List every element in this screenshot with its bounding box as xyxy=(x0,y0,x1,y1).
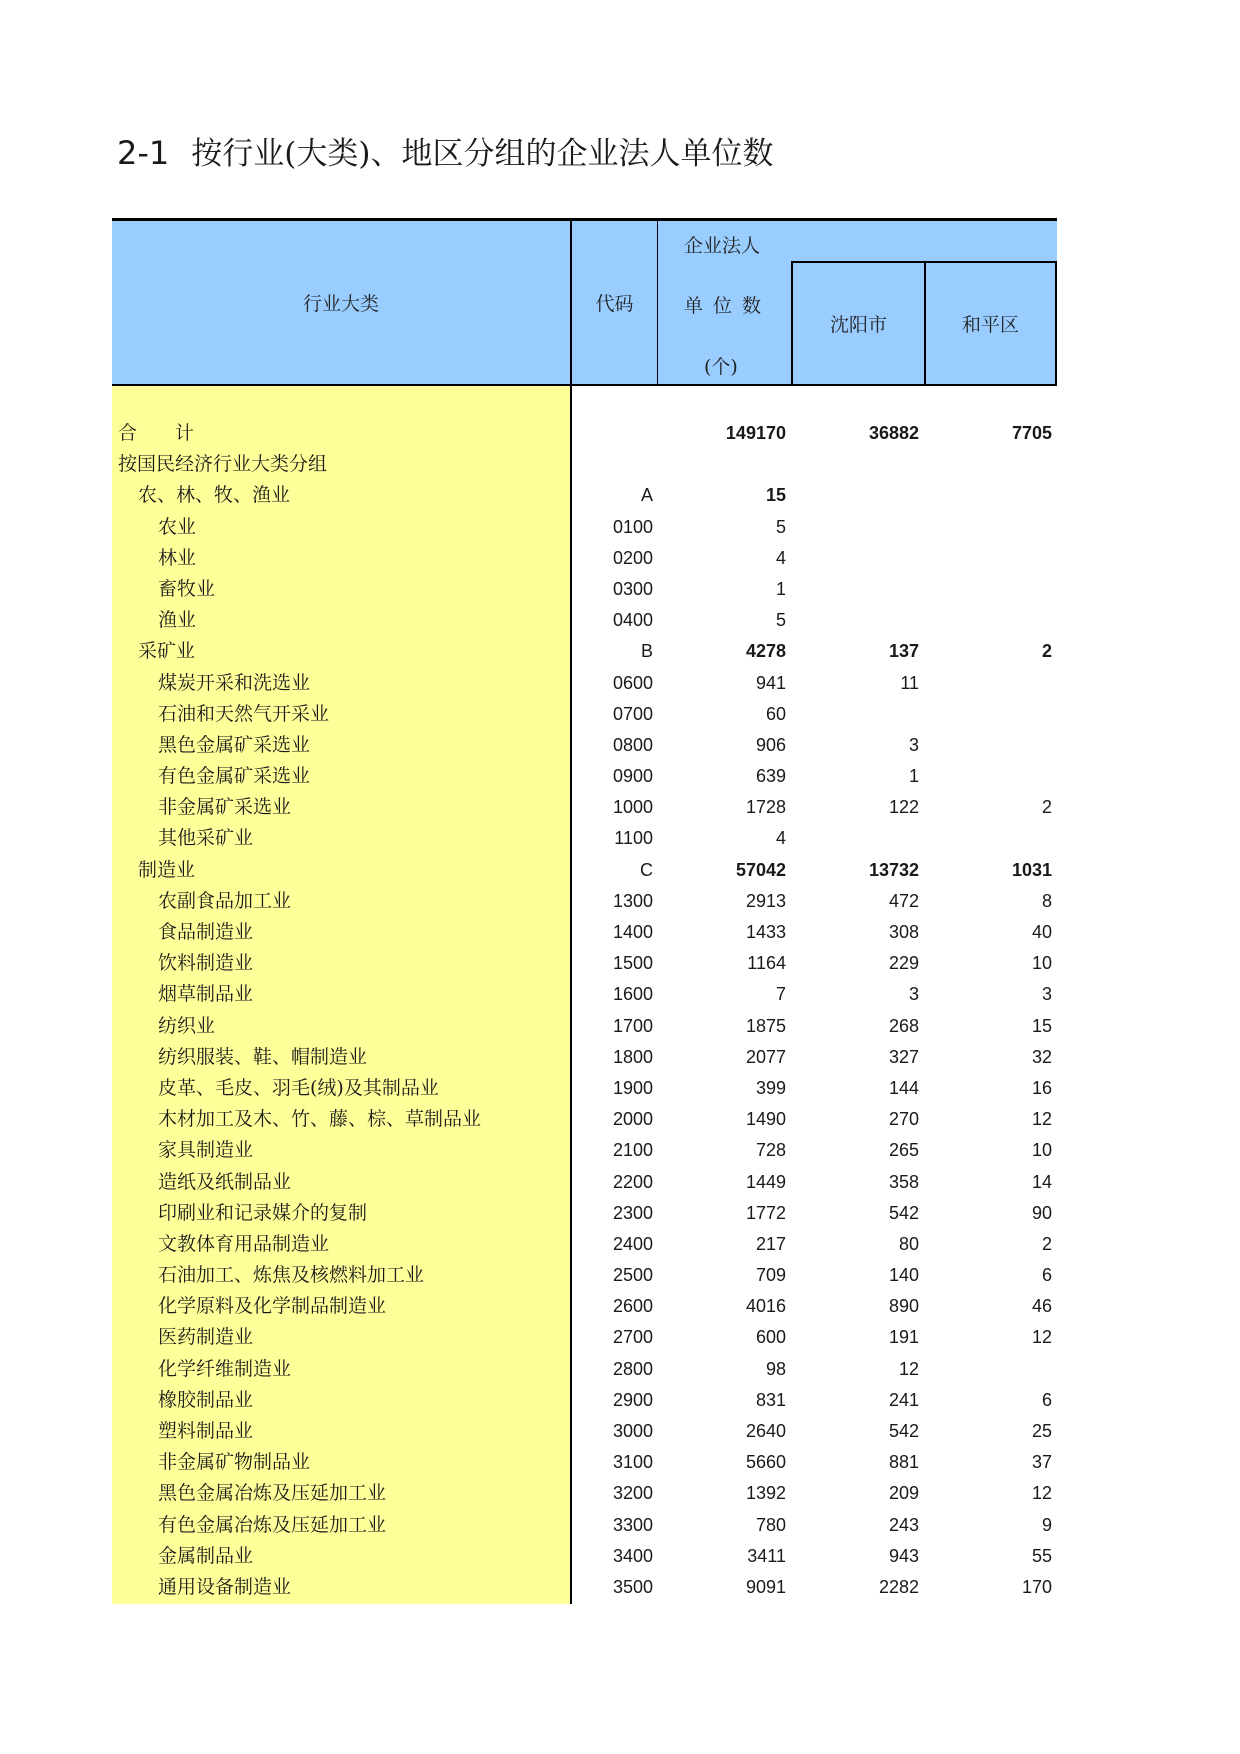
table-row xyxy=(112,792,1057,823)
city-count: 140 xyxy=(888,1265,919,1286)
industry-name: 皮革、毛皮、羽毛(绒)及其制品业 xyxy=(158,1076,439,1099)
industry-name: 非金属矿采选业 xyxy=(158,796,292,819)
city-count: 209 xyxy=(888,1483,919,1504)
total-count: 780 xyxy=(755,1514,786,1535)
city-count: 358 xyxy=(888,1171,919,1192)
industry-name: 医药制造业 xyxy=(158,1326,254,1349)
table-row xyxy=(112,1229,1057,1260)
city-count: 327 xyxy=(888,1046,919,1067)
table-number: 2-1 xyxy=(117,134,170,172)
table-row xyxy=(112,979,1057,1010)
city-count: 229 xyxy=(888,953,919,974)
table-row xyxy=(112,1042,1057,1073)
industry-name: 林业 xyxy=(158,546,197,569)
header-city xyxy=(791,261,924,384)
table-row xyxy=(112,761,1057,792)
total-count: 941 xyxy=(755,672,786,693)
industry-name: 其他采矿业 xyxy=(158,827,254,850)
table-row xyxy=(112,886,1057,917)
industry-code: A xyxy=(640,485,653,506)
district-count: 15 xyxy=(1031,1015,1052,1036)
total-count: 1449 xyxy=(745,1171,786,1192)
industry-code: 1700 xyxy=(612,1015,653,1036)
district-count: 55 xyxy=(1031,1545,1052,1566)
industry-code: 3500 xyxy=(612,1576,653,1597)
industry-name: 有色金属矿采选业 xyxy=(158,765,311,788)
industry-code: 0100 xyxy=(612,516,653,537)
table-row xyxy=(112,605,1057,636)
industry-code: 3100 xyxy=(612,1452,653,1473)
table-row xyxy=(112,948,1057,979)
district-count: 2 xyxy=(1041,1233,1052,1254)
industry-code: 2900 xyxy=(612,1389,653,1410)
industry-code: 0700 xyxy=(612,703,653,724)
industry-code: 2500 xyxy=(612,1265,653,1286)
industry-code: 2100 xyxy=(612,1140,653,1161)
industry-code: 1000 xyxy=(612,797,653,818)
industry-name: 饮料制造业 xyxy=(158,952,254,975)
industry-code: 0900 xyxy=(612,766,653,787)
table-row xyxy=(112,1291,1057,1322)
industry-code: 2700 xyxy=(612,1327,653,1348)
city-count: 241 xyxy=(888,1389,919,1410)
city-count: 268 xyxy=(888,1015,919,1036)
industry-code: 1500 xyxy=(612,953,653,974)
district-count: 12 xyxy=(1031,1109,1052,1130)
industry-code: 3300 xyxy=(612,1514,653,1535)
district-count: 2 xyxy=(1041,641,1052,662)
industry-name: 食品制造业 xyxy=(158,921,254,943)
industry-code: 2000 xyxy=(612,1109,653,1130)
industry-name: 造纸及纸制品业 xyxy=(158,1170,292,1193)
district-count: 16 xyxy=(1031,1077,1052,1098)
table-row xyxy=(112,1447,1057,1478)
city-count: 472 xyxy=(888,890,919,911)
district-count: 1031 xyxy=(1011,859,1052,880)
total-count: 5660 xyxy=(745,1452,786,1473)
district-count: 40 xyxy=(1031,922,1052,942)
city-count: 943 xyxy=(888,1545,919,1566)
table-row xyxy=(112,1322,1057,1353)
header-industry-label: 行业大类 xyxy=(302,293,379,315)
industry-name: 烟草制品业 xyxy=(158,983,254,1006)
header-total-line1: 企业法人 xyxy=(684,235,761,257)
industry-name: 煤炭开采和洗选业 xyxy=(158,671,311,694)
city-count: 265 xyxy=(888,1140,919,1161)
industry-code: 1400 xyxy=(612,922,653,942)
city-count: 144 xyxy=(888,1077,919,1098)
table-row xyxy=(112,1385,1057,1416)
city-count: 2282 xyxy=(878,1576,919,1597)
industry-name: 石油和天然气开采业 xyxy=(158,702,330,725)
header-total-unit: (个) xyxy=(704,356,738,378)
total-count: 1728 xyxy=(745,797,786,818)
total-count: 60 xyxy=(765,703,786,724)
table-row xyxy=(112,1104,1057,1135)
industry-code: C xyxy=(640,859,653,880)
header-district-label: 和平区 xyxy=(961,314,1019,336)
total-count: 1772 xyxy=(745,1202,786,1223)
district-count: 32 xyxy=(1031,1046,1052,1067)
industry-name: 通用设备制造业 xyxy=(158,1575,292,1598)
industry-name: 橡胶制品业 xyxy=(158,1388,254,1411)
industry-name: 化学纤维制造业 xyxy=(158,1357,292,1380)
total-count: 5 xyxy=(775,610,786,631)
industry-name: 石油加工、炼焦及核燃料加工业 xyxy=(158,1264,425,1287)
table-row xyxy=(112,917,1057,948)
industry-code: 2400 xyxy=(612,1233,653,1254)
table-row xyxy=(112,668,1057,699)
city-count: 80 xyxy=(898,1233,919,1254)
industry-name: 有色金属冶炼及压延加工业 xyxy=(158,1513,387,1536)
table-row xyxy=(112,1260,1057,1291)
total-count: 1875 xyxy=(745,1015,786,1036)
district-count: 14 xyxy=(1031,1171,1052,1192)
district-count: 90 xyxy=(1031,1202,1052,1223)
header-total xyxy=(658,221,1057,384)
industry-code: 1900 xyxy=(612,1077,653,1098)
city-count: 308 xyxy=(888,922,919,942)
total-count: 3411 xyxy=(747,1545,786,1566)
city-count: 890 xyxy=(888,1296,919,1317)
table-title: 按行业(大类)、地区分组的企业法人单位数 xyxy=(191,136,774,172)
table-row xyxy=(112,480,1057,511)
total-count: 217 xyxy=(755,1233,786,1254)
district-count: 10 xyxy=(1031,1140,1052,1161)
table-row xyxy=(112,1011,1057,1042)
industry-name: 非金属矿物制品业 xyxy=(158,1451,311,1474)
table-row xyxy=(112,1073,1057,1104)
total-count: 149170 xyxy=(725,423,786,443)
industry-code: B xyxy=(640,641,653,662)
district-count: 7705 xyxy=(1011,423,1052,443)
header-district xyxy=(924,261,1057,384)
total-count: 728 xyxy=(755,1140,786,1161)
total-count: 9091 xyxy=(745,1576,786,1597)
total-count: 831 xyxy=(755,1389,786,1410)
industry-name: 农业 xyxy=(158,515,197,538)
table-row xyxy=(112,1354,1057,1385)
city-count: 243 xyxy=(888,1514,919,1535)
table-row xyxy=(112,730,1057,761)
industry-code: 1600 xyxy=(612,984,653,1005)
header-total-line2: 单位数 xyxy=(684,295,772,317)
city-count: 3 xyxy=(908,984,919,1005)
total-count: 4 xyxy=(775,828,786,849)
table-row xyxy=(112,855,1057,886)
city-count: 12 xyxy=(898,1358,919,1379)
table-row xyxy=(112,1541,1057,1572)
district-count: 10 xyxy=(1031,953,1052,974)
industry-code: 0800 xyxy=(612,734,653,755)
industry-name: 化学原料及化学制品制造业 xyxy=(158,1295,387,1318)
total-count: 1 xyxy=(775,578,786,599)
district-count: 8 xyxy=(1041,890,1052,911)
industry-name: 畜牧业 xyxy=(158,577,216,600)
city-count: 881 xyxy=(888,1452,919,1473)
total-count: 4016 xyxy=(745,1296,786,1317)
district-count: 9 xyxy=(1041,1514,1052,1535)
city-count: 3 xyxy=(908,734,919,755)
table-row xyxy=(112,1167,1057,1198)
table-row xyxy=(112,1510,1057,1541)
header-code-label: 代码 xyxy=(595,293,634,315)
district-count: 3 xyxy=(1041,984,1052,1005)
industry-name: 文教体育用品制造业 xyxy=(158,1232,330,1255)
table-row xyxy=(112,823,1057,854)
district-count: 170 xyxy=(1021,1576,1052,1597)
city-count: 542 xyxy=(888,1421,919,1441)
table-row xyxy=(112,1416,1057,1447)
total-count: 600 xyxy=(755,1327,786,1348)
industry-name: 印刷业和记录媒介的复制 xyxy=(158,1201,368,1224)
header-industry xyxy=(112,221,572,384)
city-count: 36882 xyxy=(868,423,919,443)
table-row xyxy=(112,512,1057,543)
total-count: 98 xyxy=(765,1358,786,1379)
table-header xyxy=(112,218,1057,386)
page-title xyxy=(117,128,773,173)
industry-code: 2300 xyxy=(612,1202,653,1223)
industry-code: 0600 xyxy=(612,672,653,693)
industry-code: 1300 xyxy=(612,890,653,911)
city-count: 122 xyxy=(888,797,919,818)
total-count: 399 xyxy=(755,1077,786,1098)
table-row xyxy=(112,1198,1057,1229)
total-count: 709 xyxy=(755,1265,786,1286)
total-count: 906 xyxy=(755,734,786,755)
industry-name: 纺织业 xyxy=(158,1014,216,1037)
district-count: 12 xyxy=(1031,1327,1052,1348)
industry-code: 2800 xyxy=(612,1358,653,1379)
industry-name: 家具制造业 xyxy=(158,1139,254,1162)
total-count: 15 xyxy=(765,485,786,506)
industry-name: 采矿业 xyxy=(138,640,196,663)
industry-code: 0300 xyxy=(612,578,653,599)
table-row xyxy=(112,1572,1057,1603)
total-count: 1164 xyxy=(747,953,786,974)
industry-code: 0400 xyxy=(612,610,653,631)
district-count: 25 xyxy=(1031,1421,1052,1441)
industry-code: 1100 xyxy=(614,828,653,849)
city-count: 137 xyxy=(888,641,919,662)
city-count: 1 xyxy=(908,766,919,787)
city-count: 191 xyxy=(888,1327,919,1348)
district-count: 6 xyxy=(1041,1265,1052,1286)
district-count: 12 xyxy=(1031,1483,1052,1504)
industry-name: 农、林、牧、渔业 xyxy=(138,484,291,507)
industry-name: 金属制品业 xyxy=(158,1544,254,1567)
total-count: 639 xyxy=(755,766,786,787)
city-count: 270 xyxy=(888,1109,919,1130)
industry-code: 0200 xyxy=(612,547,653,568)
city-count: 11 xyxy=(900,672,919,693)
total-count: 57042 xyxy=(735,859,786,880)
total-count: 4 xyxy=(775,547,786,568)
industry-name: 纺织服装、鞋、帽制造业 xyxy=(158,1045,368,1068)
total-count: 1490 xyxy=(745,1109,786,1130)
table-row xyxy=(112,418,1057,449)
industry-name: 塑料制品业 xyxy=(158,1420,254,1442)
header-city-label: 沈阳市 xyxy=(829,314,887,336)
industry-name: 按国民经济行业大类分组 xyxy=(118,453,328,476)
table-row xyxy=(112,543,1057,574)
district-count: 2 xyxy=(1041,797,1052,818)
total-count: 5 xyxy=(775,516,786,537)
table-row xyxy=(112,1135,1057,1166)
table-row xyxy=(112,574,1057,605)
total-count: 4278 xyxy=(745,641,786,662)
industry-code: 2600 xyxy=(612,1296,653,1317)
industry-code: 3000 xyxy=(612,1421,653,1441)
city-count: 542 xyxy=(888,1202,919,1223)
total-count: 2640 xyxy=(745,1421,786,1441)
table-row xyxy=(112,449,1057,480)
total-count: 1433 xyxy=(745,922,786,942)
table-row xyxy=(112,699,1057,730)
industry-code: 3400 xyxy=(612,1545,653,1566)
total-count: 7 xyxy=(775,984,786,1005)
table-row xyxy=(112,1478,1057,1509)
total-count: 2077 xyxy=(745,1046,786,1067)
industry-name: 黑色金属矿采选业 xyxy=(158,733,311,756)
industry-name: 制造业 xyxy=(138,858,196,881)
industry-name: 渔业 xyxy=(158,609,197,632)
total-count: 1392 xyxy=(745,1483,786,1504)
header-code xyxy=(572,221,658,384)
industry-code: 2200 xyxy=(612,1171,653,1192)
district-count: 37 xyxy=(1031,1452,1052,1473)
district-count: 6 xyxy=(1041,1389,1052,1410)
industry-name: 合 计 xyxy=(118,422,195,444)
industry-name: 农副食品加工业 xyxy=(158,889,292,912)
city-count: 13732 xyxy=(868,859,919,880)
total-count: 2913 xyxy=(745,890,786,911)
industry-name: 木材加工及木、竹、藤、棕、草制品业 xyxy=(158,1108,482,1131)
industry-code: 1800 xyxy=(612,1046,653,1067)
table-rows xyxy=(112,418,1057,1603)
industry-code: 3200 xyxy=(612,1483,653,1504)
industry-name: 黑色金属冶炼及压延加工业 xyxy=(158,1482,387,1505)
district-count: 46 xyxy=(1031,1296,1052,1317)
table-row xyxy=(112,636,1057,667)
